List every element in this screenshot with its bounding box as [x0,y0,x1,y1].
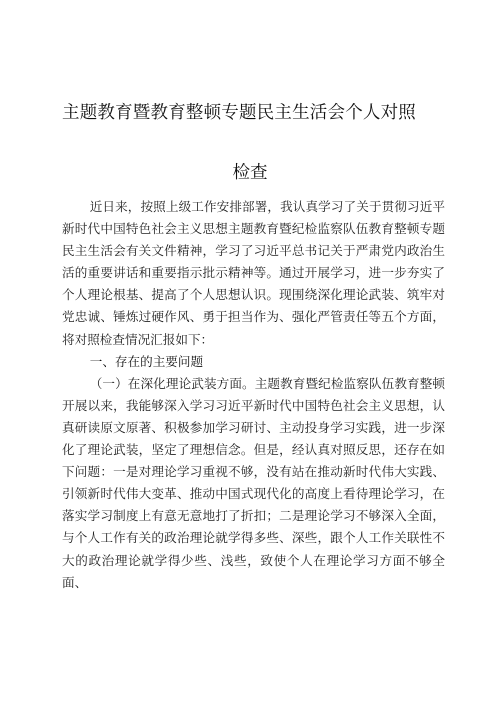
document-title-line-1: 主题教育暨教育整顿专题民主生活会个人对照 [62,103,416,123]
document-title-line-2: 检查 [232,163,268,183]
section-heading-1: 一、存在的主要问题 [89,353,204,369]
document-body [62,196,445,594]
section-1-paragraph-1: （一）在深化理论武装方面。主题教育暨纪检监察队伍教育整顿开展以来，我能够深入学习习近平新时代中国特色社会主义思想，认真研读原文原著、积极参加学习研讨、主动投身学习实践，进一步深化了理论武装，坚定了理想信念。但是，经认真对照反思，还存在如下问题：一是对理论学习重视不够，没有站在推动新时代伟大实践、引领新时代伟大变革、推动中国式现代化的高度上看待理论学习，在落实学习制度上有意无意地打了折扣；二是理论学习不够深入全面，与个人工作有关的政治理论就学得多些、深些，跟个人工作关联性不大的政治理论就学得少些、浅些，致使个人在理论学习方面不够全面、 [62,375,445,590]
intro-paragraph: 近日来，按照上级工作安排部署，我认真学习了关于贯彻习近平新时代中国特色社会主义思想主题教育暨纪检监察队伍教育整顿专题民主生活会有关文件精神，学习了习近平总书记关于严肃党内政治生活的重要讲话和重要指示批示精神等。通过开展学习，进一步夯实了个人理论根基、提高了个人思想认识。现围绕深化理论武装、筑牢对党忠诚、锤炼过硬作风、勇于担当作为、强化严管责任等五个方面，将对照检查情况汇报如下： [62,199,445,347]
